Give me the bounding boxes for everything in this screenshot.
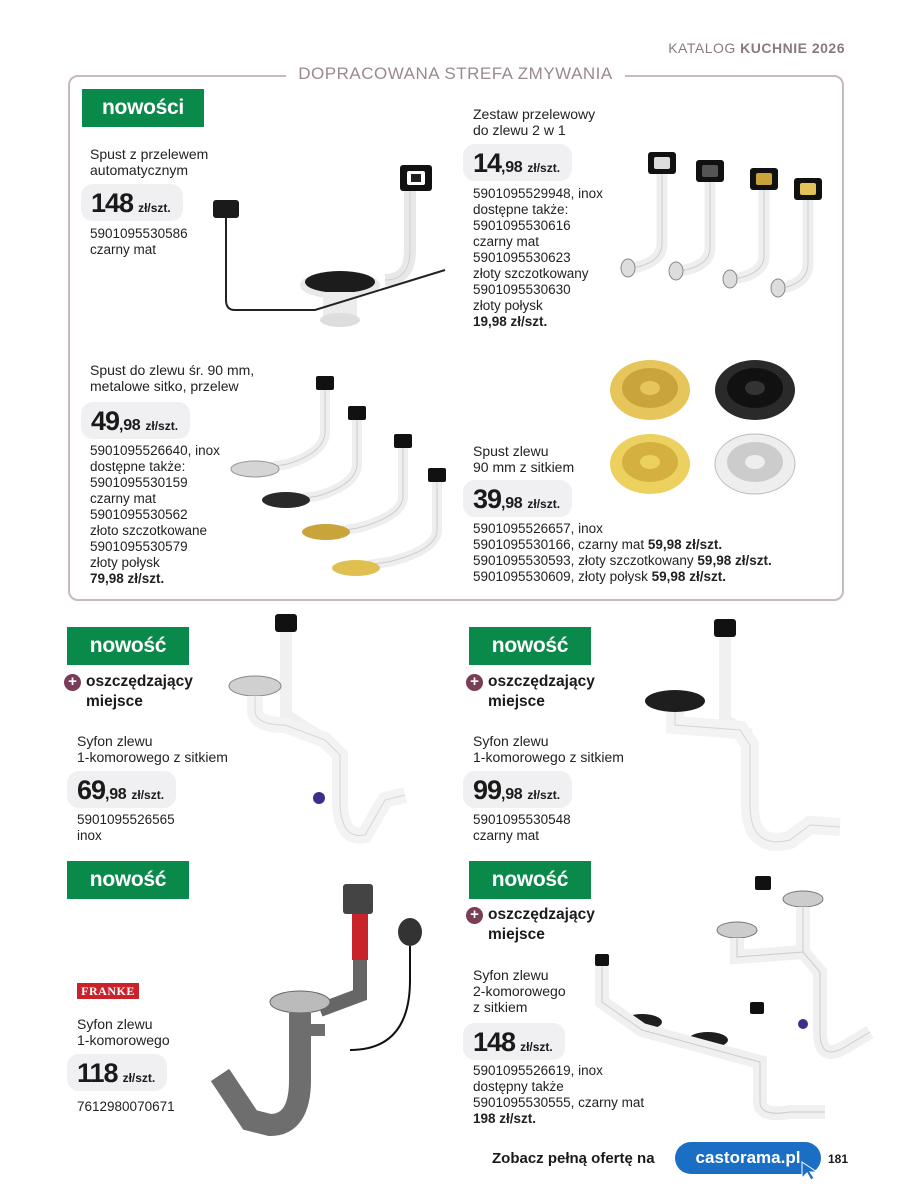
- product-name: Zestaw przelewowy do zlewu 2 w 1: [473, 106, 596, 138]
- product-name: Spust zlewu 90 mm z sitkiem: [473, 443, 575, 475]
- space-saving-label-2: miejsce: [488, 693, 545, 710]
- siphon-inox-image: [215, 610, 415, 860]
- product-name: Syfon zlewu 1-komorowego z sitkiem: [473, 733, 624, 765]
- catalog-header: [668, 40, 845, 56]
- product-details: 5901095526640, inox dostępne także: 5901095530159 czarny mat 5901095530562 złoto szczotkowane 5901095530579 złoty połysk 79,98 zł/szt.: [90, 443, 220, 586]
- siphon-black-image: [630, 615, 850, 865]
- space-saving-label-2: miejsce: [86, 693, 143, 710]
- price-tag: 148 zł/szt.: [81, 184, 183, 221]
- siphon-double-image: [590, 872, 880, 1127]
- auto-drain-image: [205, 160, 455, 340]
- price-tag: 118 zł/szt.: [67, 1054, 167, 1091]
- footer-cta: Zobacz pełną ofertę na: [492, 1150, 655, 1167]
- plus-icon: +: [466, 907, 483, 924]
- space-saving-label: + oszczędzający: [466, 672, 595, 692]
- drain-90-image: [228, 372, 458, 587]
- badge-new: nowość: [469, 627, 591, 665]
- product-name: Spust z przelewem automatycznym: [90, 146, 209, 178]
- price-tag: 69 ,98 zł/szt.: [67, 771, 176, 808]
- cursor-icon: [800, 1160, 820, 1182]
- product-details: 5901095526565 inox: [77, 812, 175, 843]
- page-number: 181: [828, 1152, 849, 1166]
- price-tag: 39 ,98 zł/szt.: [463, 480, 572, 517]
- badge-new: nowości: [82, 89, 204, 127]
- price-tag: 99 ,98 zł/szt.: [463, 771, 572, 808]
- overflow-set-image: [610, 148, 830, 303]
- space-saving-label: + oszczędzający: [64, 672, 193, 692]
- badge-new: nowość: [67, 861, 189, 899]
- product-details: 5901095529948, inox dostępne także: 5901095530616 czarny mat 5901095530623 złoty szczotkowany 5901095530630 złoty połysk 19,98 zł/szt.: [473, 186, 603, 329]
- badge-new: nowość: [469, 861, 591, 899]
- space-saving-label: + oszczędzający: [466, 905, 595, 925]
- plus-icon: +: [466, 674, 483, 691]
- product-name: Syfon zlewu 2-komorowego z sitkiem: [473, 967, 566, 1015]
- castorama-link[interactable]: castorama.pl: [675, 1142, 821, 1174]
- catalog-title: KUCHNIE 2026: [740, 40, 845, 56]
- product-name: Syfon zlewu 1-komorowego: [77, 1016, 170, 1048]
- price-tag: 148 zł/szt.: [463, 1023, 565, 1060]
- plus-icon: +: [64, 674, 81, 691]
- badge-new: nowość: [67, 627, 189, 665]
- product-name: Spust do zlewu śr. 90 mm, metalowe sitko, przelew: [90, 362, 255, 394]
- price-tag: 14 ,98 zł/szt.: [463, 144, 572, 181]
- product-details: 5901095530548 czarny mat: [473, 812, 571, 843]
- section-title: DOPRACOWANA STREFA ZMYWANIA: [0, 64, 911, 84]
- space-saving-label-2: miejsce: [488, 926, 545, 943]
- product-name: Syfon zlewu 1-komorowego z sitkiem: [77, 733, 228, 765]
- catalog-label: KATALOG: [668, 40, 736, 56]
- price-tag: 49 ,98 zł/szt.: [81, 402, 190, 439]
- product-details: 5901095530586 czarny mat: [90, 226, 188, 257]
- franke-logo: FRANKE: [77, 983, 139, 999]
- siphon-franke-image: [200, 880, 440, 1145]
- product-details: 5901095526619, inox dostępny także 5901095530555, czarny mat 198 zł/szt.: [473, 1063, 645, 1126]
- drain-strainer-image: [605, 352, 805, 512]
- product-variants: 5901095526657, inox 5901095530166, czarny mat 59,98 zł/szt. 5901095530593, złoty szczotkowany 59,98 zł/szt. 5901095530609, złoty połysk 59,98 zł/szt.: [473, 521, 772, 584]
- product-details: 7612980070671: [77, 1099, 175, 1114]
